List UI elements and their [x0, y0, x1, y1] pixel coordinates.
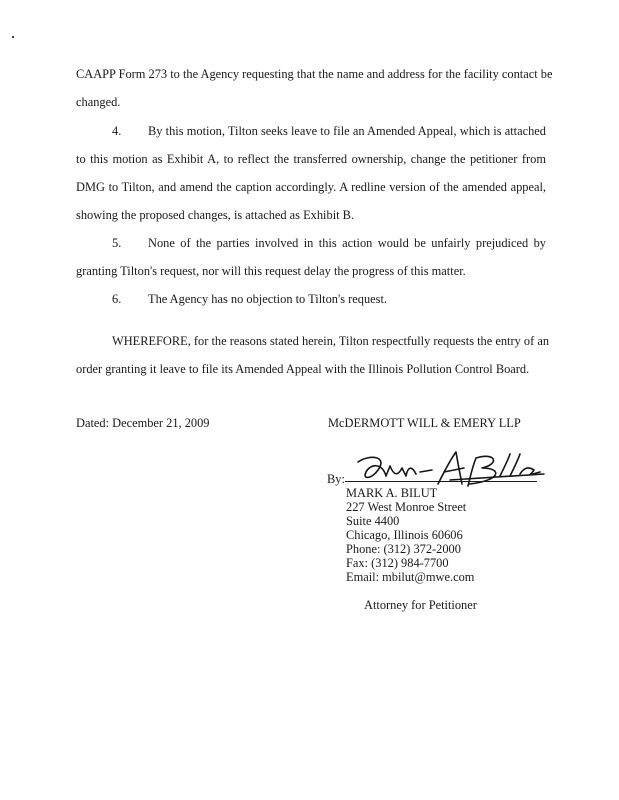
- firm-name: McDERMOTT WILL & EMERY LLP: [328, 416, 521, 430]
- para-6-line-1: The Agency has no objection to Tilton's request.: [148, 292, 388, 306]
- signatory-address-2: Suite 4400: [346, 514, 400, 528]
- wherefore-line-1: WHEREFORE, for the reasons stated herein, Tilton respectfully requests the entry of an: [112, 334, 550, 348]
- signatory-phone: Phone: (312) 372-2000: [346, 542, 461, 556]
- para-5-number: 5.: [112, 236, 122, 250]
- by-label: By:: [327, 472, 345, 486]
- signature-image: [350, 446, 545, 490]
- signatory-fax: Fax: (312) 984-7700: [346, 556, 449, 570]
- para-5-line-2: granting Tilton's request, nor will this request delay the progress of this matter.: [76, 264, 466, 278]
- para-4-line-3: DMG to Tilton, and amend the caption accordingly. A redline version of the amended appeal,: [76, 180, 546, 194]
- para-5-line-1: None of the parties involved in this action would be unfairly prejudiced by: [148, 236, 546, 250]
- intro-line-1: CAAPP Form 273 to the Agency requesting that the name and address for the facility contact be: [76, 67, 553, 81]
- para-4-line-2: to this motion as Exhibit A, to reflect the transferred ownership, change the petitioner from: [76, 152, 546, 166]
- para-6-number: 6.: [112, 292, 122, 306]
- signatory-name: MARK A. BILUT: [346, 486, 438, 500]
- signature-line: [345, 481, 537, 482]
- signatory-address-1: 227 West Monroe Street: [346, 500, 467, 514]
- signatory-email: Email: mbilut@mwe.com: [346, 570, 475, 584]
- wherefore-line-2: order granting it leave to file its Amended Appeal with the Illinois Pollution Control Board.: [76, 362, 530, 376]
- attorney-role: Attorney for Petitioner: [364, 598, 477, 612]
- signatory-city: Chicago, Illinois 60606: [346, 528, 463, 542]
- para-4-number: 4.: [112, 124, 122, 138]
- intro-line-2: changed.: [76, 95, 121, 109]
- para-4-line-4: showing the proposed changes, is attached as Exhibit B.: [76, 208, 355, 222]
- dated-line: Dated: December 21, 2009: [76, 416, 210, 430]
- para-4-line-1: By this motion, Tilton seeks leave to file an Amended Appeal, which is attached: [148, 124, 546, 138]
- scan-speck: [12, 36, 14, 38]
